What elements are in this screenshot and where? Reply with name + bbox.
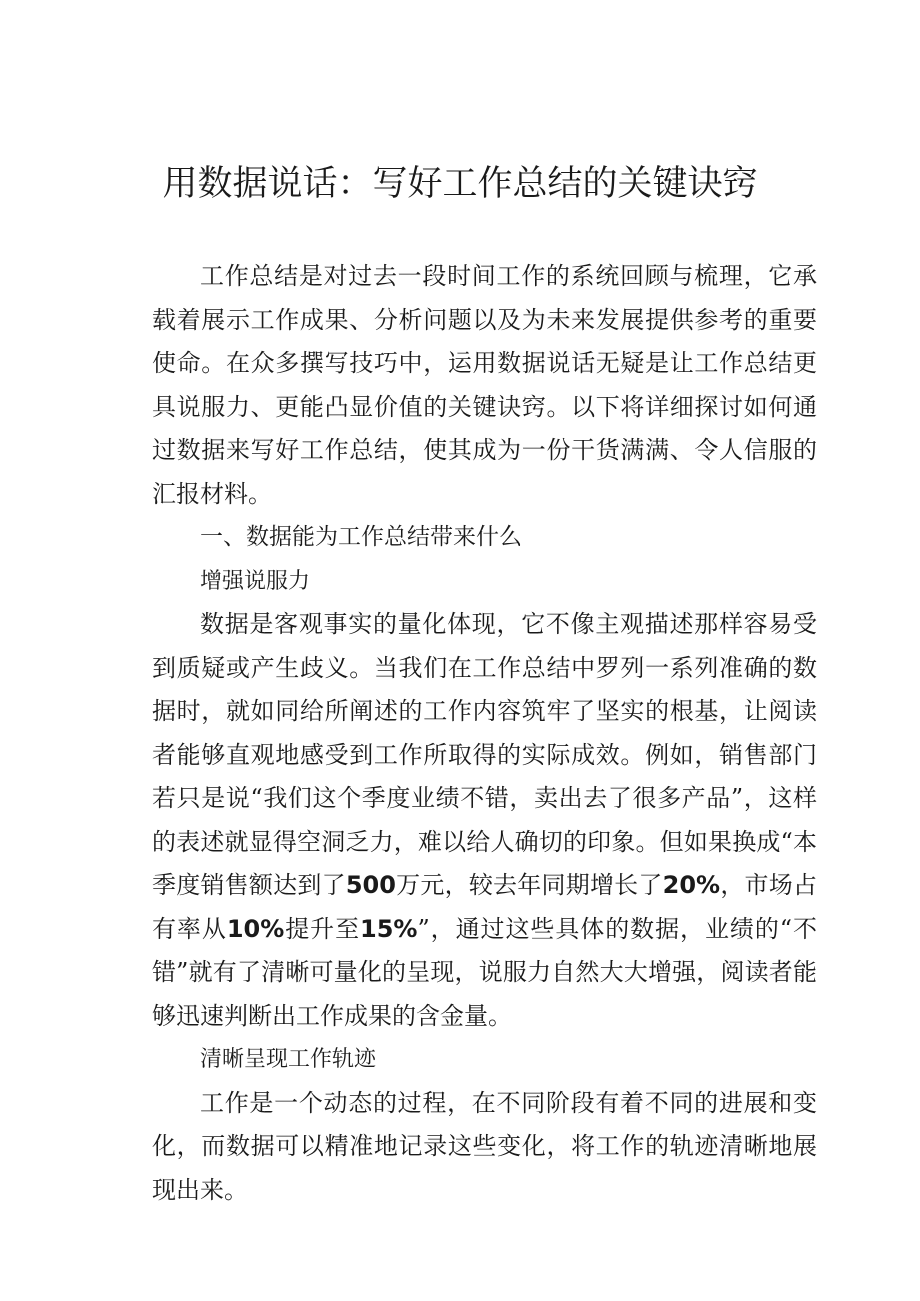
persuasion-text-d: 提升至 (284, 914, 361, 943)
share-before: 10% (226, 914, 285, 943)
growth-rate: 20% (662, 871, 721, 899)
section-heading: 一、数据能为工作总结带来什么 (200, 524, 522, 550)
persuasion-paragraph (152, 603, 817, 1038)
persuasion-text-a: 数据是客观事实的量化体现，它不像主观描述那样容易受到质疑或产生歧义。当我们在工作总结中罗列一系列准确的数据时，就如同给所阐述的工作内容筑牢了坚实的根基，让阅读者能够直观地感受到工作所取得的实际成效。例如，销售部门若只是说“我们这个季度业绩不错，卖出去了很多产品”，这样的表述就显得空洞乏力，难以给人确切的印象。但如果换成“本季度销售额达到了 (152, 610, 817, 899)
persuasion-text-c: ，市场占有率从 (152, 871, 817, 943)
persuasion-text-e: ”，通过这些具体的数据，业绩的“不错”就有了清晰可量化的呈现，说服力自然大大增强，阅读者能够迅速判断出工作成果的含金量。 (152, 914, 817, 1030)
subheading-trajectory: 清晰呈现工作轨迹 (200, 1047, 377, 1072)
share-after: 15% (360, 914, 418, 943)
sales-figure: 500 (345, 871, 396, 899)
persuasion-text-b: 万元，较去年同期增长了 (395, 871, 663, 899)
document-body (152, 255, 817, 1212)
intro-paragraph: 工作总结是对过去一段时间工作的系统回顾与梳理，它承载着展示工作成果、分析问题以及为未来发展提供参考的重要使命。在众多撰写技巧中，运用数据说话无疑是让工作总结更具说服力、更能凸显价值的关键诀窍。以下将详细探讨如何通过数据来写好工作总结，使其成为一份干货满满、令人信服的汇报材料。 (152, 262, 817, 508)
document-title: 用数据说话：写好工作总结的关键诀窍 (162, 164, 758, 204)
trajectory-paragraph: 工作是一个动态的过程，在不同阶段有着不同的进展和变化，而数据可以精准地记录这些变化，将工作的轨迹清晰地展现出来。 (152, 1088, 817, 1204)
subheading-persuasion: 增强说服力 (200, 568, 311, 594)
